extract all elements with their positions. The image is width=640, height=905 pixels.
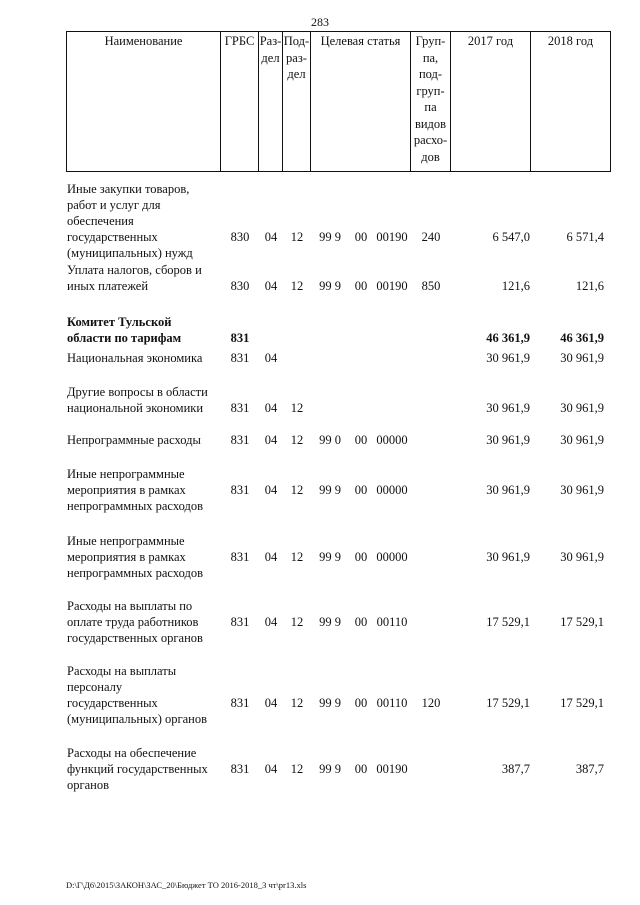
header-line: 2017 год (467, 34, 514, 48)
row-name-line: органов (67, 778, 110, 792)
row-name-line: Иные непрограммные (67, 467, 185, 481)
row-name (67, 745, 227, 793)
header-line: Целевая статья (320, 34, 401, 48)
cell-v2018: 121,6 (575, 279, 604, 293)
header-line: расхо- (413, 133, 448, 147)
cell-v2017: 30 961,9 (486, 483, 530, 497)
cell-podrazdel: 12 (290, 279, 304, 293)
header-celevaya-statya (310, 32, 410, 171)
cell-grbs: 831 (230, 433, 250, 447)
cell-podrazdel: 12 (290, 433, 304, 447)
row-name (67, 466, 227, 514)
row-name-line: Национальная экономика (67, 351, 203, 365)
row-name-line: работ и услуг для (67, 198, 161, 212)
row-name-line: непрограммных расходов (67, 499, 203, 513)
header-line: дов (421, 149, 440, 164)
cell-cs2: 00 (354, 433, 368, 447)
row-name-line: Иные закупки товаров, (67, 182, 190, 196)
row-name-line: персоналу (67, 680, 123, 694)
cell-razdel: 04 (264, 230, 278, 244)
row-name (67, 262, 227, 294)
cell-razdel: 04 (264, 550, 278, 564)
cell-razdel: 04 (264, 351, 278, 365)
cell-v2018: 6 571,4 (566, 230, 604, 244)
cell-razdel: 04 (264, 279, 278, 293)
row-name (67, 384, 227, 416)
cell-cs1: 99 9 (319, 279, 341, 293)
cell-podrazdel: 12 (290, 762, 304, 776)
cell-podrazdel: 12 (290, 483, 304, 497)
row-name (67, 432, 227, 448)
cell-v2018: 30 961,9 (560, 550, 604, 564)
row-name-line: Расходы на обеспечение (67, 746, 197, 760)
cell-grbs: 831 (230, 483, 250, 497)
cell-v2018: 17 529,1 (560, 615, 604, 629)
cell-podrazdel: 12 (290, 550, 304, 564)
cell-grbs: 831 (230, 401, 250, 415)
cell-cs1: 99 9 (319, 483, 341, 497)
header-line: Под- (283, 34, 310, 48)
row-name-line: Расходы на выплаты (67, 664, 177, 678)
cell-v2017: 30 961,9 (486, 351, 530, 365)
cell-cs2: 00 (354, 483, 368, 497)
header-line: 2018 год (547, 34, 594, 48)
header-2017 (450, 32, 530, 171)
cell-grbs: 831 (230, 696, 250, 710)
cell-v2017: 6 547,0 (492, 230, 530, 244)
header-line: Наименование (104, 34, 183, 48)
cell-cs1: 99 0 (319, 433, 341, 447)
cell-v2018: 30 961,9 (560, 401, 604, 415)
cell-grbs: 831 (230, 550, 250, 564)
row-name-line: Уплата налогов, сборов и (67, 263, 202, 277)
cell-v2017: 17 529,1 (486, 615, 530, 629)
row-name (67, 314, 227, 346)
cell-v2018: 387,7 (575, 762, 604, 776)
row-name (67, 181, 227, 261)
row-name-line: области по тарифам (67, 331, 182, 345)
header-line: раз- (286, 50, 307, 65)
row-name-line: функций государственных (67, 762, 208, 776)
row-name (67, 350, 227, 366)
cell-razdel: 04 (264, 483, 278, 497)
cell-grbs: 831 (230, 615, 250, 629)
row-name-line: государственных органов (67, 631, 203, 645)
cell-podrazdel: 12 (290, 696, 304, 710)
cell-razdel: 04 (264, 433, 278, 447)
row-name-line: Комитет Тульской (67, 315, 172, 329)
cell-v2017: 46 361,9 (486, 331, 530, 345)
cell-cs1: 99 9 (319, 550, 341, 564)
cell-grbs: 831 (230, 351, 250, 365)
cell-cs2: 00 (354, 550, 368, 564)
cell-cs3: 00190 (376, 230, 408, 244)
header-grbs (220, 32, 258, 171)
header-2018 (530, 32, 610, 171)
cell-cs2: 00 (354, 696, 368, 710)
header-name (67, 32, 220, 171)
cell-v2017: 17 529,1 (486, 696, 530, 710)
header-line: па (424, 100, 437, 114)
row-name (67, 663, 227, 727)
page-number: 283 (311, 15, 329, 29)
row-name-line: Непрограммные расходы (67, 433, 201, 447)
cell-cs2: 00 (354, 762, 368, 776)
cell-podrazdel: 12 (290, 401, 304, 415)
header-gruppa (410, 32, 450, 171)
cell-v2018: 30 961,9 (560, 483, 604, 497)
cell-grbs: 831 (230, 331, 250, 345)
header-line: ГРБС (224, 34, 255, 48)
cell-v2017: 30 961,9 (486, 550, 530, 564)
table-header (66, 31, 611, 172)
row-name (67, 598, 227, 646)
cell-razdel: 04 (264, 762, 278, 776)
row-name-line: государственных (67, 696, 158, 710)
row-name-line: обеспечения (67, 214, 134, 228)
row-name-line: мероприятия в рамках (67, 483, 186, 497)
file-path-footer: D:\Г\Д6\2015\ЗАКОН\ЗАС_20\Бюджет ТО 2016-2018_3 чт\pr13.xls (66, 880, 307, 890)
cell-vid: 850 (421, 279, 441, 293)
cell-cs2: 00 (354, 279, 368, 293)
header-line: дел (287, 67, 306, 81)
cell-vid: 120 (421, 696, 441, 710)
header-line: Груп- (415, 34, 446, 48)
cell-grbs: 831 (230, 762, 250, 776)
cell-podrazdel: 12 (290, 230, 304, 244)
cell-razdel: 04 (264, 401, 278, 415)
cell-v2017: 121,6 (501, 279, 530, 293)
cell-v2018: 30 961,9 (560, 433, 604, 447)
header-line: Раз- (259, 34, 282, 48)
cell-cs3: 00000 (376, 483, 408, 497)
row-name-line: Иные непрограммные (67, 534, 185, 548)
cell-razdel: 04 (264, 615, 278, 629)
row-name-line: национальной экономики (67, 401, 204, 415)
row-name (67, 533, 227, 581)
header-line: видов (414, 116, 447, 131)
row-name-line: иных платежей (67, 279, 149, 293)
cell-cs3: 00000 (376, 550, 408, 564)
header-razdel (258, 32, 282, 171)
cell-cs3: 00110 (376, 615, 408, 629)
cell-cs1: 99 9 (319, 696, 341, 710)
row-name-line: оплате труда работников (67, 615, 199, 629)
cell-cs1: 99 9 (319, 762, 341, 776)
cell-vid: 240 (421, 230, 441, 244)
cell-v2017: 30 961,9 (486, 401, 530, 415)
row-name-line: государственных (67, 230, 158, 244)
cell-cs3: 00190 (376, 762, 408, 776)
cell-cs3: 00000 (376, 433, 408, 447)
header-podrazdel (282, 32, 310, 171)
cell-grbs: 830 (230, 230, 250, 244)
row-name-line: мероприятия в рамках (67, 550, 186, 564)
row-name-line: Другие вопросы в области (67, 385, 208, 399)
cell-grbs: 830 (230, 279, 250, 293)
row-name-line: непрограммных расходов (67, 566, 203, 580)
cell-v2018: 30 961,9 (560, 351, 604, 365)
cell-cs1: 99 9 (319, 230, 341, 244)
cell-v2018: 46 361,9 (560, 331, 604, 345)
header-line: дел (261, 50, 280, 65)
cell-razdel: 04 (264, 696, 278, 710)
cell-cs2: 00 (354, 230, 368, 244)
cell-podrazdel: 12 (290, 615, 304, 629)
cell-cs2: 00 (354, 615, 368, 629)
cell-cs1: 99 9 (319, 615, 341, 629)
cell-cs3: 00110 (376, 696, 408, 710)
row-name-line: Расходы на выплаты по (67, 599, 193, 613)
row-name-line: (муниципальных) нужд (67, 246, 193, 260)
cell-v2017: 30 961,9 (486, 433, 530, 447)
cell-cs3: 00190 (376, 279, 408, 293)
header-line: под- (418, 67, 443, 81)
cell-v2018: 17 529,1 (560, 696, 604, 710)
cell-v2017: 387,7 (501, 762, 530, 776)
header-line: груп- (416, 83, 445, 98)
header-line: па, (422, 50, 439, 65)
row-name-line: (муниципальных) органов (67, 712, 208, 726)
